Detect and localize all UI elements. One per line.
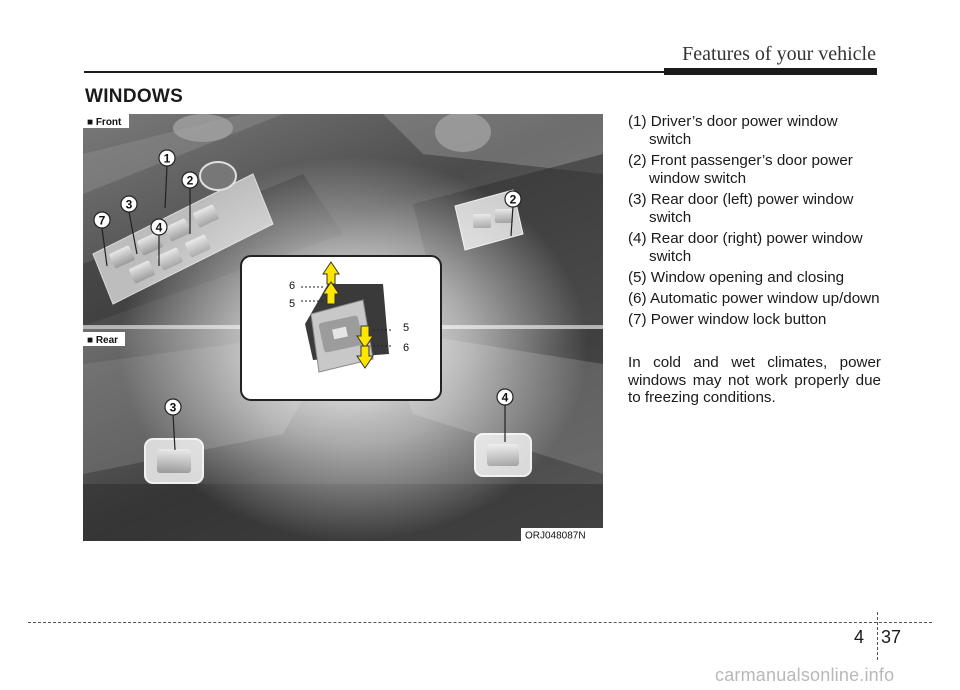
watermark: carmanualsonline.info <box>715 665 895 685</box>
legend-item: (6) Automatic power window up/down <box>628 290 880 307</box>
legend-list <box>628 113 881 332</box>
svg-text:2: 2 <box>186 173 194 188</box>
svg-text:ORJ048087N: ORJ048087N <box>525 530 586 541</box>
svg-text:2: 2 <box>509 192 517 207</box>
climate-note: In cold and wet climates, power windows may not work properly due to freezing conditions. <box>628 354 881 406</box>
callout-4 <box>151 219 167 235</box>
svg-text:■ Rear: ■ Rear <box>87 335 119 346</box>
header-rule-accent <box>664 68 877 75</box>
callout-front-2 <box>505 191 521 207</box>
footer-divider <box>877 612 878 660</box>
inset-detail <box>241 256 441 400</box>
svg-text:4: 4 <box>501 390 509 405</box>
legend-item: (7) Power window lock button <box>628 311 827 328</box>
rear-label <box>83 332 125 346</box>
legend-item: (4) Rear door (right) power window switch <box>628 230 863 265</box>
svg-text:6: 6 <box>289 280 296 292</box>
figure-illustration <box>83 114 603 541</box>
callout-rear-3 <box>165 399 181 415</box>
window-switch-figure <box>83 114 603 541</box>
header-rule <box>84 71 664 73</box>
header-title: Features of your vehicle <box>682 43 876 65</box>
legend-item: (1) Driver’s door power window switch <box>628 113 838 148</box>
callout-2 <box>182 172 198 188</box>
svg-text:3: 3 <box>125 197 133 212</box>
figure-code <box>521 528 603 541</box>
legend-item: (3) Rear door (left) power window switch <box>628 191 854 226</box>
legend-item: (5) Window opening and closing <box>628 269 845 286</box>
callout-rear-4 <box>497 389 513 405</box>
callout-7 <box>94 212 110 228</box>
callout-3 <box>121 196 137 212</box>
callout-1 <box>159 150 175 166</box>
svg-text:7: 7 <box>98 213 106 228</box>
svg-text:5: 5 <box>289 298 296 310</box>
svg-text:4: 4 <box>155 220 163 235</box>
svg-text:6: 6 <box>403 342 410 354</box>
svg-text:■ Front: ■ Front <box>87 117 122 128</box>
footer-rule <box>28 622 932 623</box>
chapter-number: 4 <box>854 627 865 647</box>
svg-text:3: 3 <box>169 400 177 415</box>
legend-item: (2) Front passenger’s door power window switch <box>628 152 853 187</box>
section-title: WINDOWS <box>85 86 184 107</box>
svg-text:1: 1 <box>163 151 171 166</box>
front-label <box>83 114 129 128</box>
svg-text:5: 5 <box>403 322 410 334</box>
page-number: 37 <box>881 627 902 647</box>
